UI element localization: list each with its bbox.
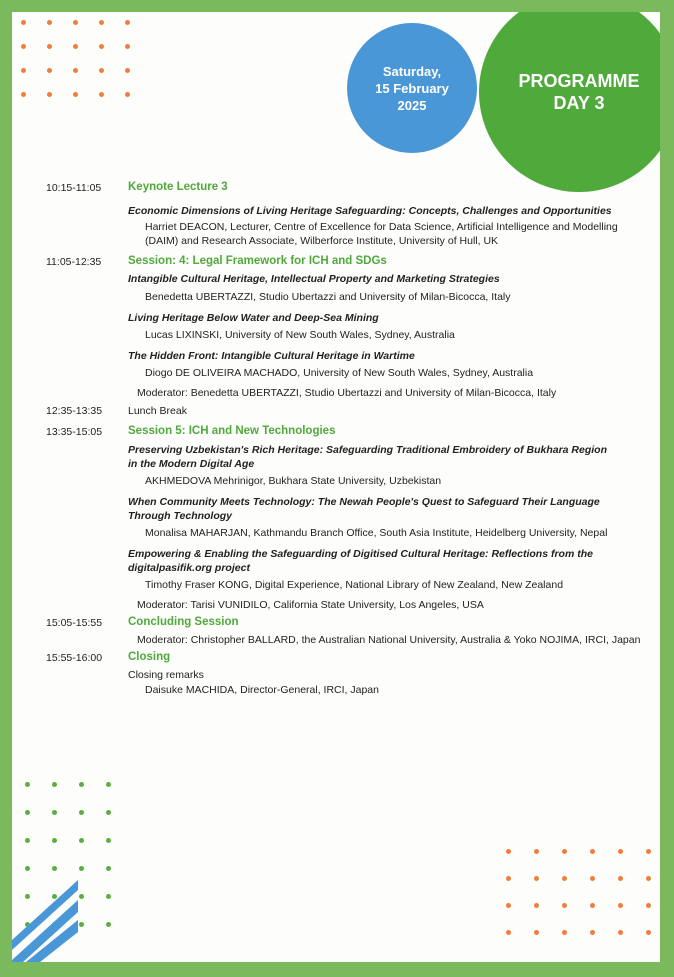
- decorative-dot: [125, 20, 130, 25]
- decorative-dot: [534, 930, 539, 935]
- decorative-dot: [99, 44, 104, 49]
- decorative-dot: [562, 849, 567, 854]
- moderator: Moderator: Christopher BALLARD, the Australian National University, Australia & Yoko NOJIMA, IRCI, Japan: [137, 634, 641, 646]
- speaker: Harriet DEACON, Lecturer, Centre of Excellence for Data Science, Artificial Intelligence and Modelling (DAIM) and Research Associate, Wilberforce Institute, University of Hull, UK: [145, 221, 618, 247]
- decorative-dot: [590, 930, 595, 935]
- decorative-dot: [646, 903, 651, 908]
- decorative-dot: [73, 20, 78, 25]
- decorative-dot: [646, 849, 651, 854]
- session-title: Session: 4: Legal Framework for ICH and SDGs: [128, 255, 387, 267]
- decorative-dot: [106, 810, 111, 815]
- decorative-dot: [106, 894, 111, 899]
- talk-title: Empowering & Enabling the Safeguarding of Digitised Cultural Heritage: Reflections from the digitalpasifik.org project: [128, 548, 593, 574]
- decorative-dot: [646, 876, 651, 881]
- speaker: AKHMEDOVA Mehrinigor, Bukhara State University, Uzbekistan: [145, 475, 442, 487]
- decorative-dot: [506, 930, 511, 935]
- decorative-dot: [590, 903, 595, 908]
- decorative-dot: [125, 92, 130, 97]
- decorative-dot: [25, 810, 30, 815]
- decorative-dot: [506, 849, 511, 854]
- talk-title: The Hidden Front: Intangible Cultural Heritage in Wartime: [128, 350, 415, 362]
- talk-title: Living Heritage Below Water and Deep-Sea Mining: [128, 312, 379, 324]
- session-time: 15:55-16:00: [46, 652, 103, 664]
- decorative-dot: [590, 876, 595, 881]
- decorative-dot: [79, 782, 84, 787]
- decorative-dot: [506, 903, 511, 908]
- decorative-dot: [79, 810, 84, 815]
- speaker: Lucas LIXINSKI, University of New South Wales, Sydney, Australia: [145, 329, 455, 341]
- decorative-dot: [125, 68, 130, 73]
- decorative-dot: [562, 903, 567, 908]
- decorative-dot: [618, 903, 623, 908]
- decorative-dot: [106, 838, 111, 843]
- decorative-dot: [534, 903, 539, 908]
- decorative-dot: [534, 849, 539, 854]
- lunch-break: Lunch Break: [128, 405, 187, 417]
- decorative-dot: [506, 876, 511, 881]
- decorative-dot: [21, 20, 26, 25]
- session-time: 10:15-11:05: [46, 182, 102, 194]
- speaker: Daisuke MACHIDA, Director-General, IRCI, Japan: [145, 684, 379, 696]
- session-title: Closing: [128, 651, 171, 663]
- decorative-dot: [73, 92, 78, 97]
- session-time: 11:05-12:35: [46, 256, 102, 268]
- decorative-dot: [618, 849, 623, 854]
- session-title: Keynote Lecture 3: [128, 181, 228, 193]
- decorative-dot: [534, 876, 539, 881]
- decorative-dot: [99, 68, 104, 73]
- decorative-stripes: [12, 842, 92, 962]
- decorative-dot: [47, 44, 52, 49]
- session-time: 12:35-13:35: [46, 405, 103, 417]
- decorative-dot: [73, 68, 78, 73]
- session-time: 13:35-15:05: [46, 426, 103, 438]
- programme-day: DAY 3: [553, 93, 605, 113]
- decorative-dot: [52, 782, 57, 787]
- decorative-dot: [646, 930, 651, 935]
- date-weekday: Saturday,: [382, 63, 442, 79]
- session-title: Concluding Session: [128, 616, 239, 628]
- decorative-dot: [562, 876, 567, 881]
- decorative-dot: [47, 20, 52, 25]
- date-badge: [347, 23, 477, 153]
- speaker: Benedetta UBERTAZZI, Studio Ubertazzi and University of Milan-Bicocca, Italy: [145, 291, 511, 303]
- programme-badge: [479, 12, 660, 192]
- decorative-dot: [47, 92, 52, 97]
- speaker: Monalisa MAHARJAN, Kathmandu Branch Office, South Asia Institute, Heidelberg University, Nepal: [145, 527, 608, 539]
- closing-remarks: Closing remarks: [128, 669, 204, 681]
- talk-title: Economic Dimensions of Living Heritage Safeguarding: Concepts, Challenges and Opportunities: [128, 205, 612, 217]
- decorative-dot: [590, 849, 595, 854]
- decorative-dot: [562, 930, 567, 935]
- talk-title: When Community Meets Technology: The Newah People's Quest to Safeguard Their Language Through Technology: [128, 496, 600, 522]
- decorative-dot: [47, 68, 52, 73]
- programme-label: PROGRAMME: [518, 71, 640, 91]
- decorative-dot: [21, 92, 26, 97]
- talk-title: Preserving Uzbekistan's Rich Heritage: Safeguarding Traditional Embroidery of Bukhara Region in the Modern Digital Age: [128, 444, 607, 470]
- decorative-dot: [21, 68, 26, 73]
- date-year: 2025: [397, 97, 427, 113]
- decorative-dot: [106, 866, 111, 871]
- moderator: Moderator: Benedetta UBERTAZZI, Studio Ubertazzi and University of Milan-Bicocca, Italy: [137, 387, 557, 399]
- decorative-dot: [106, 922, 111, 927]
- decorative-dot: [99, 92, 104, 97]
- decorative-dot: [52, 810, 57, 815]
- decorative-dot: [618, 876, 623, 881]
- decorative-dot: [106, 782, 111, 787]
- talk-title: Intangible Cultural Heritage, Intellectual Property and Marketing Strategies: [128, 273, 500, 285]
- session-title: Session 5: ICH and New Technologies: [128, 425, 336, 437]
- decorative-dot: [99, 20, 104, 25]
- speaker: Diogo DE OLIVEIRA MACHADO, University of New South Wales, Sydney, Australia: [145, 367, 534, 379]
- decorative-dot: [25, 782, 30, 787]
- moderator: Moderator: Tarisi VUNIDILO, California State University, Los Angeles, USA: [137, 599, 484, 611]
- programme-page: [12, 12, 660, 962]
- date-day-month: 15 February: [375, 80, 449, 96]
- session-time: 15:05-15:55: [46, 617, 103, 629]
- decorative-dot: [73, 44, 78, 49]
- decorative-dot: [125, 44, 130, 49]
- decorative-dot: [618, 930, 623, 935]
- decorative-dot: [21, 44, 26, 49]
- speaker: Timothy Fraser KONG, Digital Experience, National Library of New Zealand, New Zealand: [145, 579, 564, 591]
